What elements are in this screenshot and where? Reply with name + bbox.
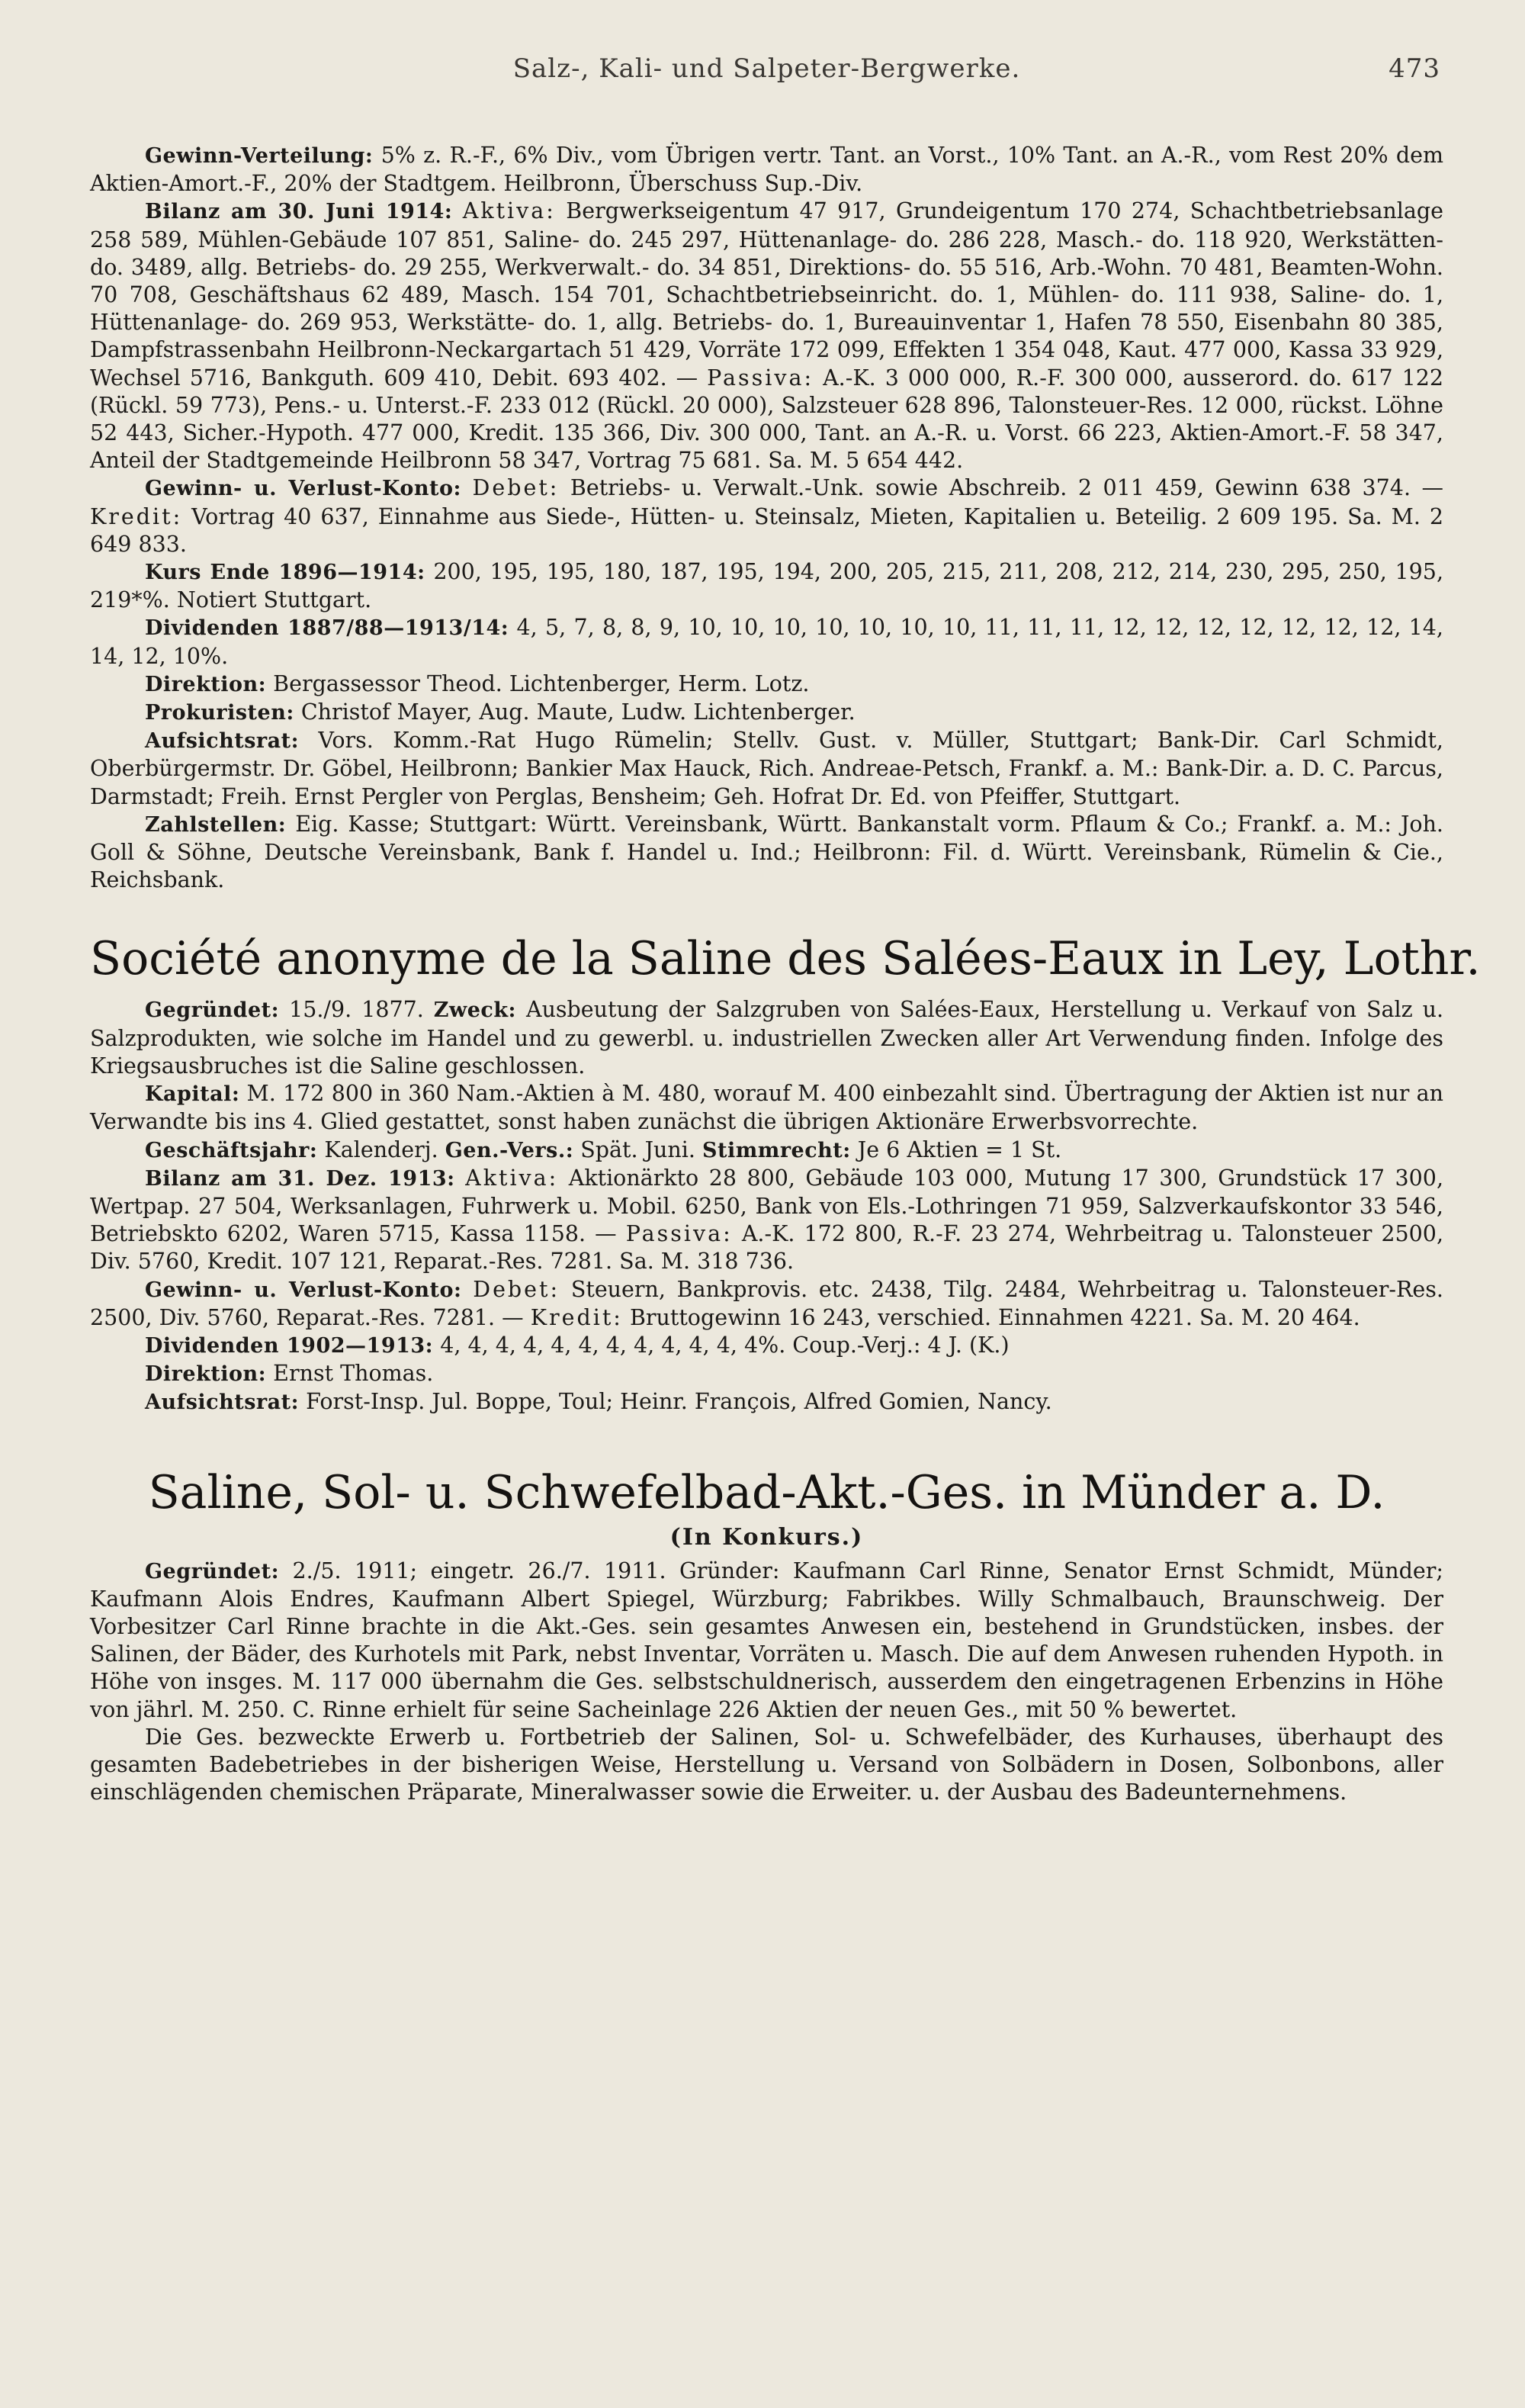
aufsichtsrat-label: Aufsichtsrat: bbox=[145, 729, 300, 754]
direktion-paragraph: Direktion: Bergassessor Theod. Lichtenberger, Herm. Lotz. bbox=[145, 670, 810, 696]
dividenden-label: Dividenden 1887/88—1913/14: bbox=[145, 616, 509, 641]
kurs-paragraph: Kurs Ende 1896—1914: 200, 195, 195, 180, 187, 195, 194, 200, 205, 215, 211, 208, 212, 214, 230, 295, 250, 195, 219*%. Notiert Stuttgart. bbox=[90, 559, 1443, 613]
gewinn-verteilung-label: Gewinn-Verteilung: bbox=[145, 144, 374, 168]
debet-label: Debet: bbox=[473, 1276, 560, 1302]
debet-label: Debet: bbox=[472, 475, 560, 501]
gegruendet-label: Gegründet: bbox=[145, 998, 280, 1023]
company-title-muender: Saline, Sol- u. Schwefelbad-Akt.-Ges. in Münder a. D. bbox=[148, 1465, 1385, 1519]
direktion-label: Direktion: bbox=[145, 672, 267, 696]
running-title: Salz-, Kali- und Salpeter-Bergwerke. bbox=[512, 53, 1021, 84]
passiva-label: Passiva: bbox=[625, 1221, 733, 1247]
passiva-label: Passiva: bbox=[707, 365, 814, 391]
gegruendet-paragraph: Gegründet: 15./9. 1877. Zweck: Ausbeutung der Salzgruben von Salées-Eaux, Herstellung u. Verkauf von Salz u. Salzprodukten, wie solche im Handel und zu gewerbl. u. industriellen Zwecken aller Art Verwendung finden. Infolge des Kriegsausbruches ist die Saline geschlossen. bbox=[90, 997, 1443, 1079]
bilanz-label: Bilanz am 30. Juni 1914: bbox=[145, 200, 453, 224]
aktiva-label: Aktiva: bbox=[462, 198, 556, 224]
geschaeftsjahr-label: Geschäftsjahr: bbox=[145, 1138, 318, 1162]
kurs-label: Kurs Ende 1896—1914: bbox=[145, 561, 425, 585]
geschaeftsjahr-paragraph: Geschäftsjahr: Kalenderj. Gen.-Vers.: Spät. Juni. Stimmrecht: Je 6 Aktien = 1 St. bbox=[145, 1136, 1062, 1162]
aufsichtsrat-paragraph: Aufsichtsrat: Vors. Komm.-Rat Hugo Rümelin; Stellv. Gust. v. Müller, Stuttgart; Bank-Dir. Carl Schmidt, Oberbürgermstr. Dr. Göbel, Heilbronn; Bankier Max Hauck, Rich. Andreae-Petsch, Frankf. a. M.: Bank-Dir. a. D. C. Parcus, Darmstadt; Freih. Ernst Pergler von Perglas, Bensheim; Geh. Hofrat Dr. Ed. von Pfeiffer, Stuttgart. bbox=[90, 728, 1443, 809]
section-salees-eaux bbox=[90, 929, 1481, 1416]
dividenden-paragraph: Dividenden 1902—1913: 4, 4, 4, 4, 4, 4, 4, 4, 4, 4, 4, 4%. Coup.-Verj.: 4 J. (K.) bbox=[145, 1332, 1010, 1358]
section-heilbronn-continuation bbox=[90, 142, 1443, 894]
running-head bbox=[90, 53, 1443, 95]
gewinn-verlust-label: Gewinn- u. Verlust-Konto: bbox=[145, 1278, 462, 1302]
zahlstellen-paragraph: Zahlstellen: Eig. Kasse; Stuttgart: Württ. Vereinsbank, Württ. Bankanstalt vorm. Pflaum & Co.; Frankf. a. M.: Joh. Goll & Söhne, Deutsche Vereinsbank, Bank f. Handel u. Ind.; Heilbronn: Fil. d. Württ. Vereinsbank, Rümelin & Cie., Reichsbank. bbox=[90, 811, 1443, 893]
bilanz-paragraph: Bilanz am 30. Juni 1914: Aktiva: Bergwerkseigentum 47 917, Grundeigentum 170 274, Schachtbetriebsanlage 258 589, Mühlen-Gebäude 107 851, Saline- do. 245 297, Hüttenanlage- do. 286 228, Masch.- do. 118 920, Werkstätten- do. 3489, allg. Betriebs- do. 29 255, Werkverwalt.- do. 34 851, Direktions- do. 55 516, Arb.-Wohn. 70 481, Beamten-Wohn. 70 708, Geschäftshaus 62 489, Masch. 154 701, Schachtbetriebseinricht. do. 1, Mühlen- do. 111 938, Saline- do. 1, Hüttenanlage- do. 269 953, Werkstätte- do. 1, allg. Betriebs- do. 1, Bureauinventar 1, Hafen 78 550, Eisenbahn 80 385, Dampfstrassenbahn Heilbronn-Neckargartach 51 429, Vorräte 172 099, Effekten 1 354 048, Kaut. 477 000, Kassa 33 929, Wechsel 5716, Bankguth. 609 410, Debit. 693 402. — Passiva: A.-K. 3 000 000, R.-F. 300 000, ausserord. do. 617 122 (Rückl. 59 773), Pens.- u. Unterst.-F. 233 012 (Rückl. 20 000), Salzsteuer 628 896, Talonsteuer-Res. 12 000, rückst. Löhne 52 443, Sicher.-Hypoth. 477 000, Kredit. 135 366, Div. 300 000, Tant. an A.-R. u. Vorst. 66 223, Aktien-Amort.-F. 58 347, Anteil der Stadtgemeinde Heilbronn 58 347, Vortrag 75 681. Sa. M. 5 654 442. bbox=[90, 198, 1444, 474]
kredit-label: Kredit: bbox=[90, 503, 183, 529]
konkurs-subtitle: (In Konkurs.) bbox=[669, 1523, 864, 1551]
company-title-salees-eaux: Société anonyme de la Saline des Salées-Eaux in Ley, Lothr. bbox=[90, 932, 1481, 986]
page-number: 473 bbox=[1389, 53, 1440, 84]
section-muender bbox=[90, 1463, 1443, 1807]
dividenden-label: Dividenden 1902—1913: bbox=[145, 1333, 434, 1358]
dividenden-paragraph: Dividenden 1887/88—1913/14: 4, 5, 7, 8, 8, 9, 10, 10, 10, 10, 10, 10, 10, 11, 11, 11, 12, 12, 12, 12, 12, 12, 12, 14, 14, 12, 10%. bbox=[90, 615, 1443, 669]
gewinn-verteilung-paragraph: Gewinn-Verteilung: 5% z. R.-F., 6% Div., vom Übrigen vertr. Tant. an Vorst., 10% Tant. an A.-R., vom Rest 20% dem Aktien-Amort.-F., 20% der Stadtgem. Heilbronn, Überschuss Sup.-Div. bbox=[90, 143, 1443, 197]
gegruendet-label: Gegründet: bbox=[145, 1559, 280, 1583]
kredit-label: Kredit: bbox=[530, 1304, 623, 1330]
gewinn-verlust-label: Gewinn- u. Verlust-Konto: bbox=[145, 477, 462, 501]
direktion-paragraph: Direktion: Ernst Thomas. bbox=[145, 1361, 434, 1387]
prokuristen-paragraph: Prokuristen: Christof Mayer, Aug. Maute, Ludw. Lichtenberger. bbox=[145, 699, 856, 725]
gen-vers-label: Gen.-Vers.: bbox=[445, 1138, 574, 1162]
gegruendet-paragraph: Gegründet: 2./5. 1911; eingetr. 26./7. 1911. Gründer: Kaufmann Carl Rinne, Senator Ernst Schmidt, Münder; Kaufmann Alois Endres, Kaufmann Albert Spiegel, Würzburg; Fabrikbes. Willy Schmalbauch, Braunschweig. Der Vorbesitzer Carl Rinne brachte in die Akt.-Ges. sein gesamtes Anwesen ein, bestehend in Grundstücken, insbes. der Salinen, der Bäder, des Kurhotels mit Park, nebst Inventar, Vorräten u. Masch. Die auf dem Anwesen ruhenden Hypoth. in Höhe von insges. M. 117 000 übernahm die Ges. selbstschuldnerisch, ausserdem den eingetragenen Erbenzins in Höhe von jährl. M. 250. C. Rinne erhielt für seine Sacheinlage 226 Aktien der neuen Ges., mit 50 % bewertet. bbox=[90, 1558, 1443, 1722]
page bbox=[90, 53, 1481, 1806]
gewinn-verlust-paragraph: Gewinn- u. Verlust-Konto: Debet: Betriebs- u. Verwalt.-Unk. sowie Abschreib. 2 011 459, Gewinn 638 374. — Kredit: Vortrag 40 637, Einnahme aus Siede-, Hütten- u. Steinsalz, Mieten, Kapitalien u. Beteilig. 2 609 195. Sa. M. 2 649 833. bbox=[90, 475, 1443, 557]
bilanz-label: Bilanz am 31. Dez. 1913: bbox=[145, 1166, 455, 1191]
kapital-paragraph: Kapital: M. 172 800 in 360 Nam.-Aktien à M. 480, worauf M. 400 einbezahlt sind. Übertragung der Aktien ist nur an Verwandte bis ins 4. Glied gestattet, sonst haben zunächst die übrigen Aktionäre Erwerbsvorrechte. bbox=[90, 1081, 1443, 1135]
zahlstellen-label: Zahlstellen: bbox=[145, 812, 287, 837]
zweck-label: Zweck: bbox=[433, 998, 517, 1023]
prokuristen-label: Prokuristen: bbox=[145, 701, 294, 725]
gewinn-verlust-paragraph: Gewinn- u. Verlust-Konto: Debet: Steuern, Bankprovis. etc. 2438, Tilg. 2484, Wehrbeitrag u. Talonsteuer-Res. 2500, Div. 5760, Reparat.-Res. 7281. — Kredit: Bruttogewinn 16 243, verschied. Einnahmen 4221. Sa. M. 20 464. bbox=[90, 1276, 1443, 1330]
bilanz-paragraph: Bilanz am 31. Dez. 1913: Aktiva: Aktionärkto 28 800, Gebäude 103 000, Mutung 17 300, Grundstück 17 300, Wertpap. 27 504, Werksanlagen, Fuhrwerk u. Mobil. 6250, Bank von Els.-Lothringen 71 959, Salzverkaufskontor 33 546, Betriebskto 6202, Waren 5715, Kassa 1158. — Passiva: A.-K. 172 800, R.-F. 23 274, Wehrbeitrag u. Talonsteuer 2500, Div. 5760, Kredit. 107 121, Reparat.-Res. 7281. Sa. M. 318 736. bbox=[90, 1165, 1444, 1275]
kapital-label: Kapital: bbox=[145, 1082, 240, 1107]
aufsichtsrat-label: Aufsichtsrat: bbox=[145, 1390, 300, 1415]
zweck-paragraph: Die Ges. bezweckte Erwerb u. Fortbetrieb der Salinen, Sol- u. Schwefelbäder, des Kurhauses, überhaupt des gesamten Badebetriebes in der bisherigen Weise, Herstellung u. Versand von Solbädern in Dosen, Solbonbons, aller einschlägenden chemischen Präparate, Mineralwasser sowie die Erweiter. u. der Ausbau des Badeunternehmens. bbox=[90, 1724, 1443, 1805]
aufsichtsrat-paragraph: Aufsichtsrat: Forst-Insp. Jul. Boppe, Toul; Heinr. François, Alfred Gomien, Nancy. bbox=[145, 1389, 1052, 1415]
aktiva-label: Aktiva: bbox=[465, 1165, 559, 1191]
direktion-label: Direktion: bbox=[145, 1362, 267, 1387]
stimmrecht-label: Stimmrecht: bbox=[702, 1138, 851, 1162]
